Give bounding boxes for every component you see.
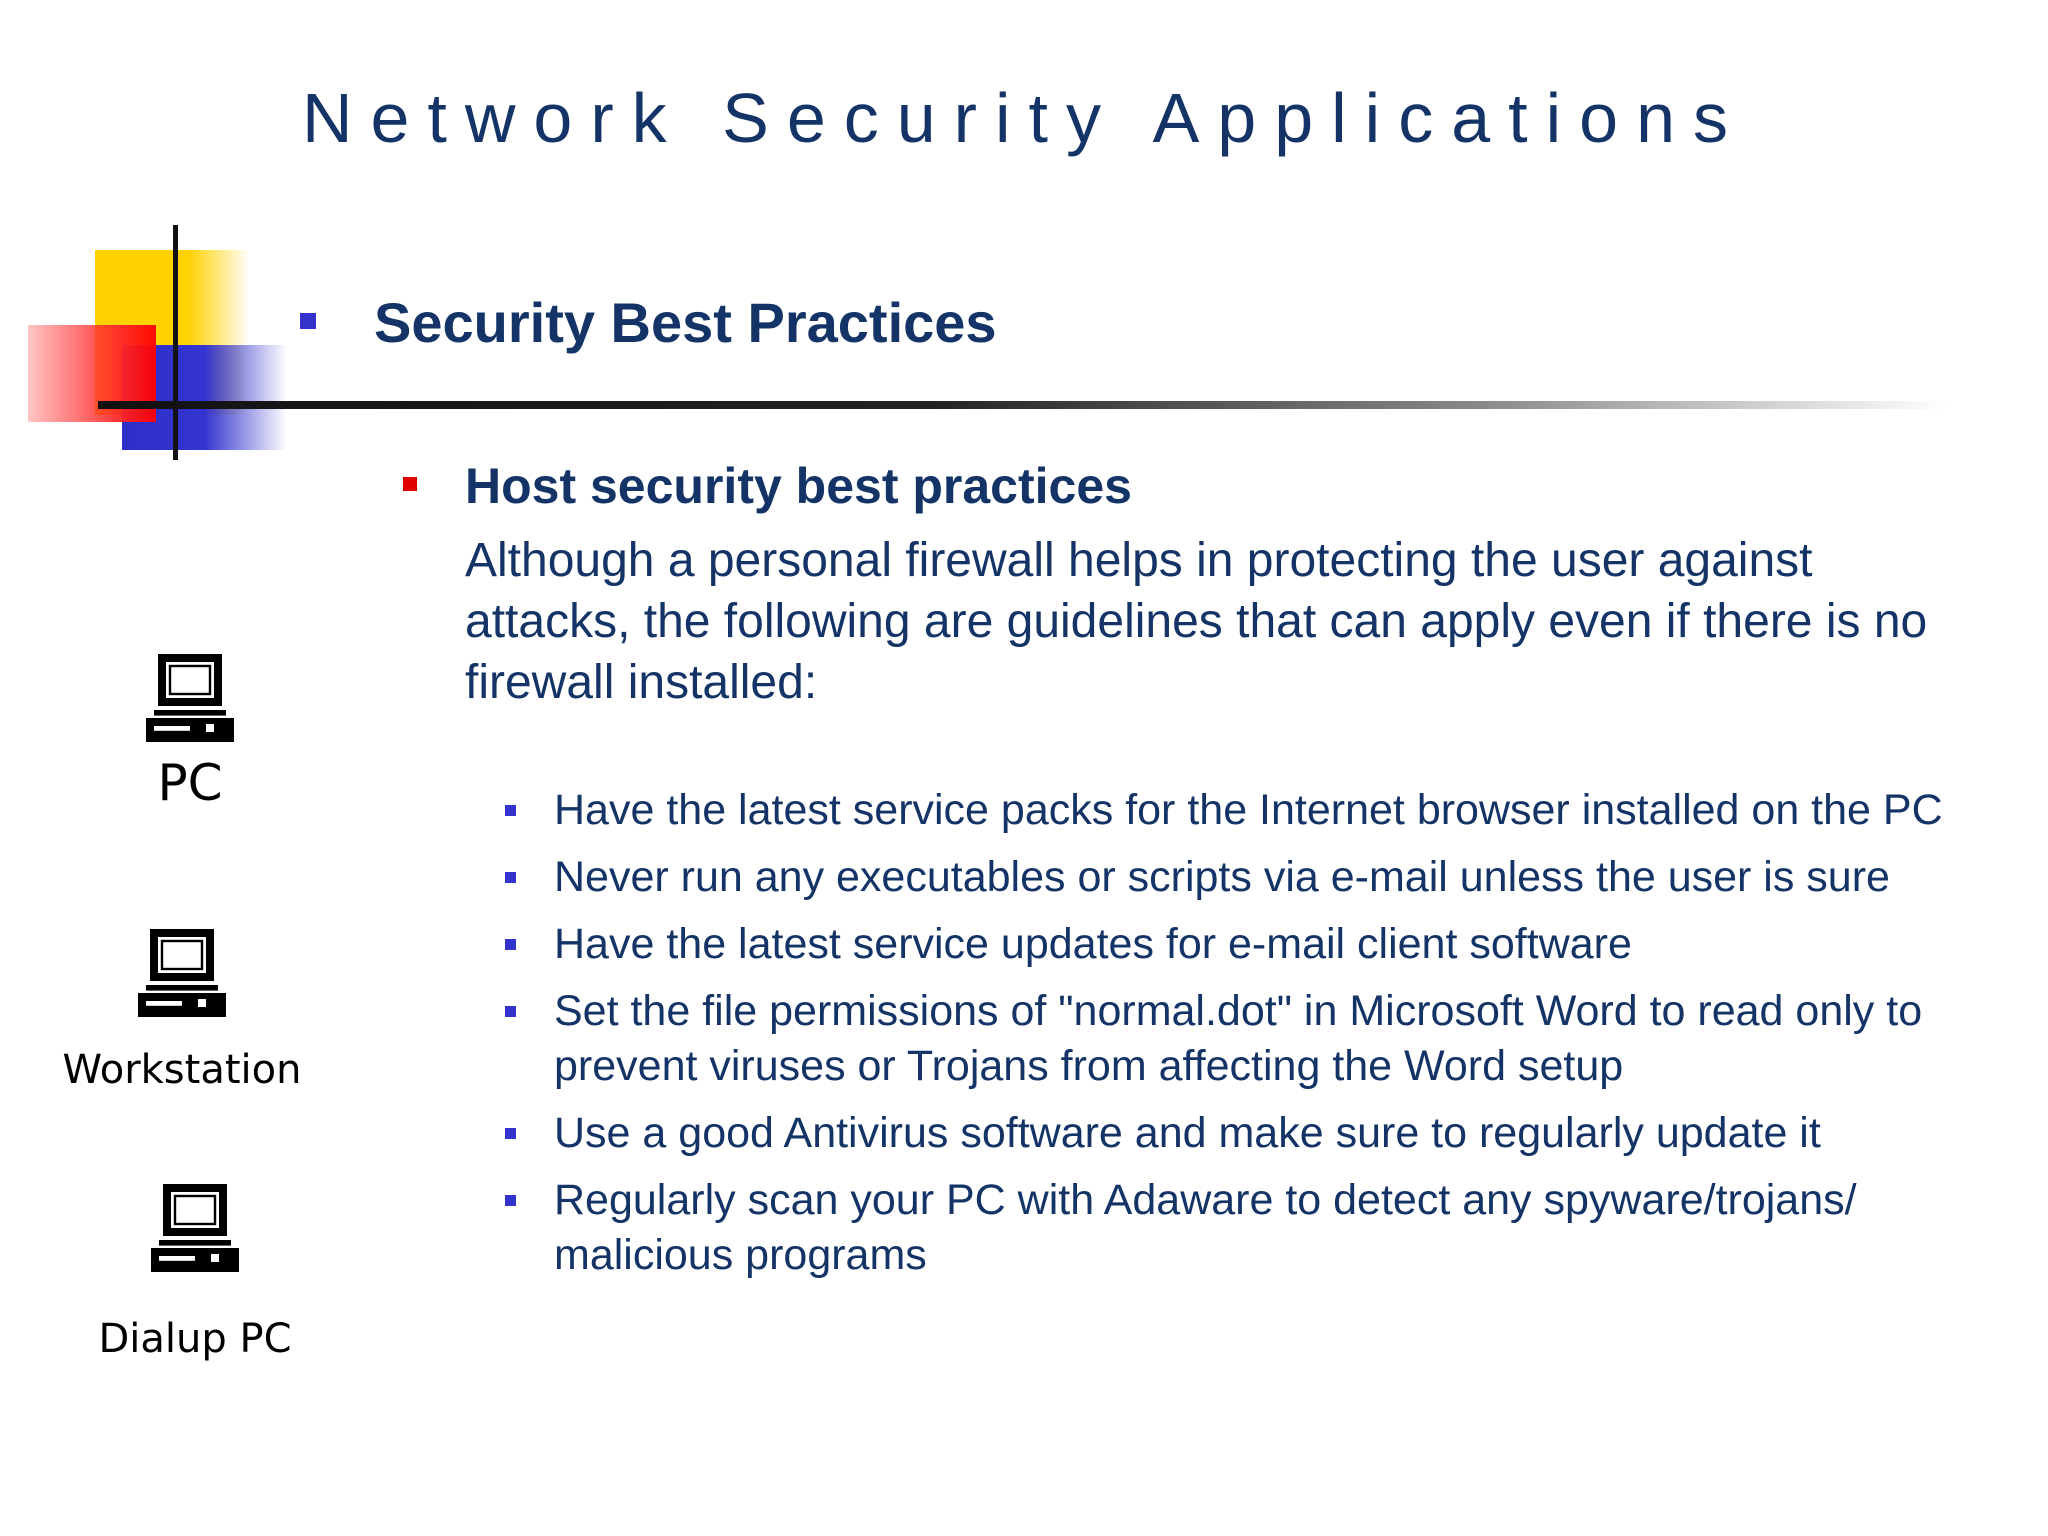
computer-icon: [142, 650, 238, 746]
bullet-square-icon: [505, 872, 516, 883]
bullet-square-icon: [300, 313, 316, 329]
bullet-square-icon: [505, 1128, 516, 1139]
device-label: Dialup PC: [98, 1316, 292, 1362]
device-label: PC: [157, 754, 223, 812]
list-item: Use a good Antivirus software and make sure to regularly update it: [505, 1106, 1985, 1161]
slide-title: Network Security Applications: [301, 79, 1747, 157]
device-workstation: [62, 925, 302, 1093]
intro-paragraph: Although a personal firewall helps in protecting the user against attacks, the following are guidelines that can apply even if there is no firewall installed:: [465, 534, 1928, 709]
list-item: Set the file permissions of "normal.dot" in Microsoft Word to read only to prevent viruses or Trojans from affecting the Word setup: [505, 984, 1985, 1094]
bullet-square-icon: [403, 477, 417, 491]
bullet-square-icon: [505, 1006, 516, 1017]
computer-icon: [147, 1180, 243, 1276]
device-label: Workstation: [62, 1047, 302, 1093]
computer-icon: [134, 925, 230, 1021]
device-pc: [120, 650, 260, 812]
bullet-square-icon: [505, 939, 516, 950]
guidelines-list: [505, 783, 1985, 1283]
device-dialup-pc: [90, 1180, 300, 1362]
title-divider-line: [98, 401, 1948, 409]
subsection-heading: Host security best practices: [465, 458, 1132, 514]
list-item: Never run any executables or scripts via e-mail unless the user is sure: [505, 850, 1985, 905]
list-item: Have the latest service updates for e-mail client software: [505, 917, 1985, 972]
list-item: Have the latest service packs for the Internet browser installed on the PC: [505, 783, 1985, 838]
bullet-square-icon: [505, 805, 516, 816]
decor-vertical-line: [173, 225, 178, 460]
section-heading: Security Best Practices: [374, 291, 997, 354]
bullet-square-icon: [505, 1195, 516, 1206]
list-item: Regularly scan your PC with Adaware to detect any spyware/trojans/ malicious programs: [505, 1173, 1985, 1283]
